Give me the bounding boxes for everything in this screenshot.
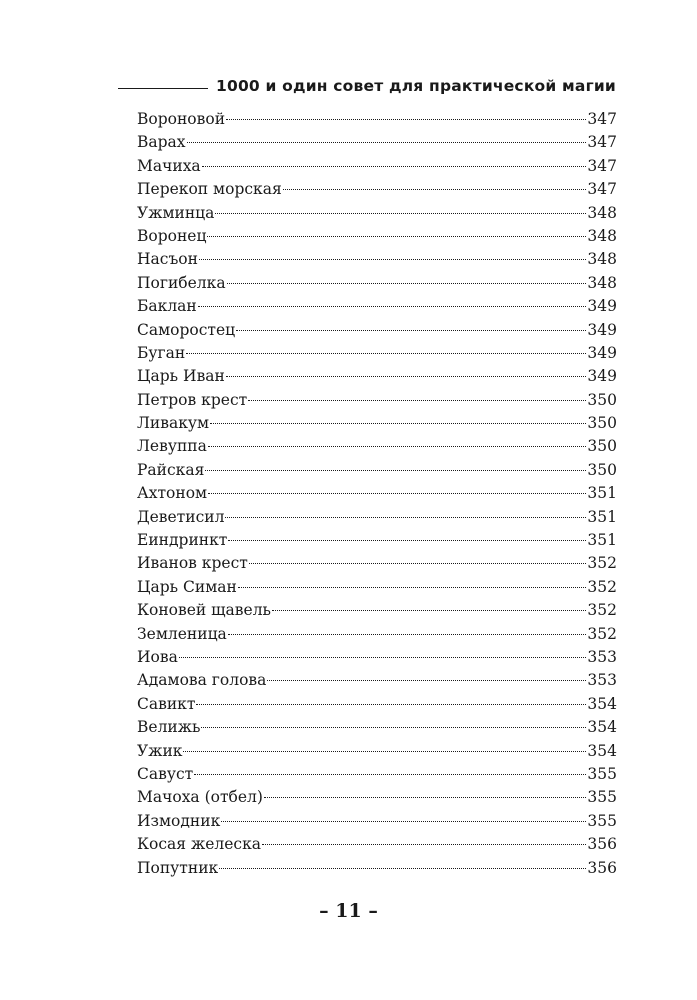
dot-leader [249, 563, 586, 564]
toc-entry-page: 355 [587, 764, 617, 783]
dot-leader [228, 634, 586, 635]
dot-leader [219, 868, 586, 869]
toc-entry-page: 349 [587, 320, 617, 339]
dot-leader [196, 704, 586, 705]
dot-leader [199, 259, 586, 260]
toc-entry-title: Царь Иван [137, 367, 225, 386]
toc-entry-title: Погибелка [137, 273, 226, 292]
toc-entry [137, 202, 617, 225]
toc-entry [137, 763, 617, 786]
toc-entry-title: Ужик [137, 741, 183, 760]
toc-entry [137, 857, 617, 880]
running-header [118, 74, 616, 98]
toc-entry-title: Воронец [137, 226, 207, 245]
dot-leader [238, 587, 586, 588]
toc-entry-page: 351 [587, 484, 617, 503]
toc-entry [137, 131, 617, 154]
toc-entry-title: Косая желеска [137, 835, 262, 854]
toc-entry-page: 348 [587, 226, 617, 245]
dot-leader [228, 540, 586, 541]
toc-entry [137, 646, 617, 669]
toc-entry-page: 352 [587, 554, 617, 573]
dot-leader [208, 493, 586, 494]
table-of-contents [137, 108, 617, 880]
toc-entry [137, 529, 617, 552]
toc-entry-title: Баклан [137, 297, 197, 316]
dot-leader [262, 844, 586, 845]
toc-entry-title: Ливакум [137, 414, 210, 433]
toc-entry [137, 389, 617, 412]
toc-entry-page: 354 [587, 694, 617, 713]
dot-leader [267, 680, 586, 681]
dot-leader [248, 400, 586, 401]
toc-entry-title: Мачоха (отбел) [137, 788, 263, 807]
toc-entry-page: 349 [587, 343, 617, 362]
toc-entry-title: Перекоп морская [137, 180, 282, 199]
toc-entry [137, 365, 617, 388]
toc-entry-title: Иванов крест [137, 554, 248, 573]
toc-entry-title: Вороновой [137, 110, 226, 128]
toc-entry [137, 576, 617, 599]
dot-leader [226, 376, 586, 377]
page-number: – 11 – [319, 900, 378, 922]
toc-entry-title: Левуппа [137, 437, 207, 456]
toc-entry [137, 435, 617, 458]
dot-leader [236, 330, 586, 331]
toc-entry-page: 350 [587, 390, 617, 409]
toc-entry-title: Адамова голова [137, 671, 267, 690]
toc-entry [137, 108, 617, 131]
toc-entry [137, 459, 617, 482]
toc-entry [137, 786, 617, 809]
toc-entry-page: 347 [587, 180, 617, 199]
toc-entry-page: 349 [587, 297, 617, 316]
toc-entry-title: Савикт [137, 694, 196, 713]
dot-leader [187, 142, 586, 143]
toc-entry-title: Петров крест [137, 390, 248, 409]
toc-entry-title: Земленица [137, 624, 227, 643]
toc-entry-page: 351 [587, 507, 617, 526]
toc-entry-title: Ахтоном [137, 484, 208, 503]
dot-leader [201, 727, 586, 728]
toc-entry-title: Иова [137, 647, 178, 666]
toc-entry [137, 693, 617, 716]
toc-entry [137, 599, 617, 622]
toc-entry-page: 352 [587, 601, 617, 620]
toc-entry [137, 482, 617, 505]
dot-leader [207, 236, 586, 237]
toc-entry-title: Ужминца [137, 203, 215, 222]
dot-leader [227, 283, 586, 284]
toc-entry-title: Коновей щавель [137, 601, 271, 620]
dot-leader [194, 774, 586, 775]
toc-entry [137, 295, 617, 318]
header-rule [118, 88, 208, 89]
toc-entry-page: 354 [587, 718, 617, 737]
toc-entry-page: 347 [587, 156, 617, 175]
toc-entry [137, 833, 617, 856]
toc-entry-page: 353 [587, 671, 617, 690]
toc-entry-page: 351 [587, 531, 617, 550]
toc-entry-page: 348 [587, 250, 617, 269]
toc-entry-title: Велижь [137, 718, 201, 737]
dot-leader [208, 446, 586, 447]
toc-entry-title: Саморостец [137, 320, 236, 339]
toc-entry-page: 354 [587, 741, 617, 760]
toc-entry [137, 669, 617, 692]
toc-entry-title: Еиндринкт [137, 531, 228, 550]
toc-entry-page: 355 [587, 788, 617, 807]
toc-entry [137, 178, 617, 201]
dot-leader [210, 423, 586, 424]
toc-entry-page: 355 [587, 811, 617, 830]
toc-entry-title: Попутник [137, 858, 219, 877]
toc-entry [137, 552, 617, 575]
toc-entry-title: Мачиха [137, 156, 201, 175]
toc-entry-title: Савуст [137, 764, 194, 783]
toc-entry [137, 412, 617, 435]
toc-entry-page: 347 [587, 133, 617, 152]
toc-entry-page: 352 [587, 624, 617, 643]
toc-entry [137, 248, 617, 271]
dot-leader [186, 353, 586, 354]
toc-entry-title: Царь Симан [137, 577, 237, 596]
toc-entry [137, 155, 617, 178]
toc-entry-page: 350 [587, 437, 617, 456]
toc-entry [137, 225, 617, 248]
dot-leader [283, 189, 586, 190]
dot-leader [183, 751, 586, 752]
toc-entry-page: 353 [587, 647, 617, 666]
dot-leader [264, 797, 586, 798]
toc-entry-page: 350 [587, 460, 617, 479]
toc-entry [137, 716, 617, 739]
toc-entry [137, 342, 617, 365]
dot-leader [205, 470, 586, 471]
dot-leader [226, 119, 586, 120]
dot-leader [202, 166, 586, 167]
toc-entry [137, 319, 617, 342]
toc-entry [137, 623, 617, 646]
toc-entry-title: Измодник [137, 811, 221, 830]
dot-leader [215, 213, 586, 214]
dot-leader [225, 517, 586, 518]
toc-entry-title: Насъон [137, 250, 198, 269]
toc-entry [137, 506, 617, 529]
toc-entry-page: 352 [587, 577, 617, 596]
dot-leader [198, 306, 586, 307]
toc-entry-page: 356 [587, 858, 617, 877]
toc-entry-page: 348 [587, 203, 617, 222]
dot-leader [272, 610, 586, 611]
toc-entry-page: 347 [587, 110, 617, 128]
toc-entry-page: 348 [587, 273, 617, 292]
dot-leader [179, 657, 586, 658]
toc-entry-title: Буган [137, 343, 186, 362]
toc-entry [137, 810, 617, 833]
toc-entry-page: 356 [587, 835, 617, 854]
toc-entry-page: 349 [587, 367, 617, 386]
toc-entry-page: 350 [587, 414, 617, 433]
toc-entry-title: Варах [137, 133, 186, 152]
toc-entry-title: Деветисил [137, 507, 225, 526]
toc-entry-title: Райская [137, 460, 205, 479]
toc-entry [137, 740, 617, 763]
book-title: 1000 и один совет для практической магии [215, 77, 616, 95]
toc-entry [137, 272, 617, 295]
dot-leader [221, 821, 586, 822]
